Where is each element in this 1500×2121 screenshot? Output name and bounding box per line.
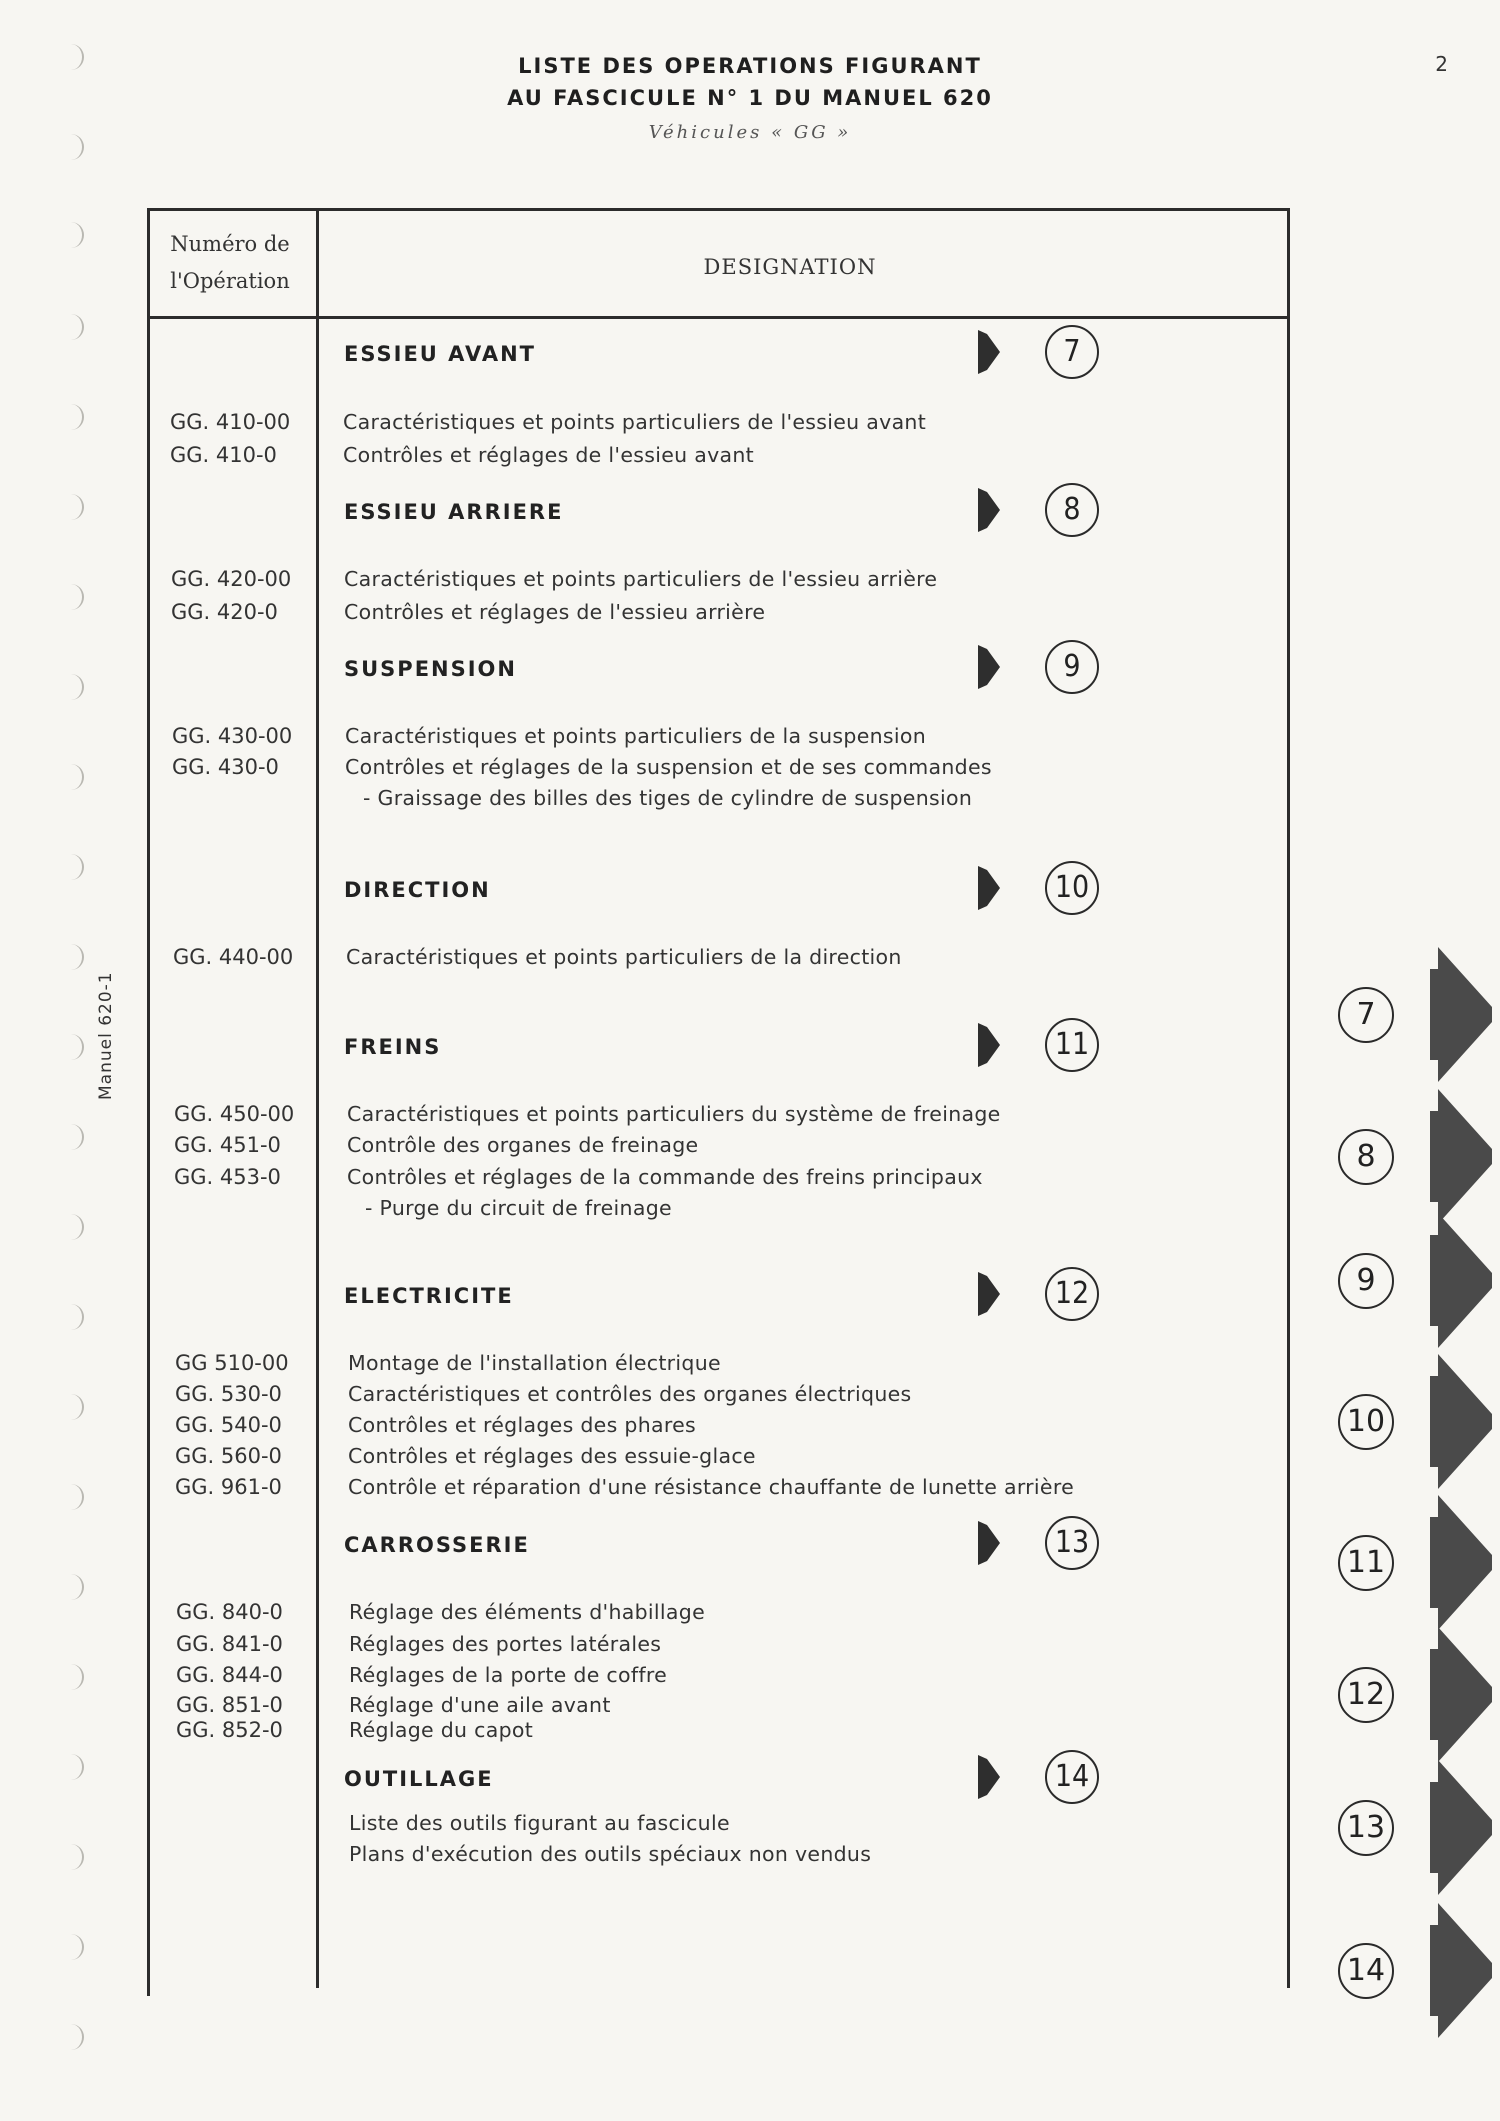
column-header-operation-number	[150, 226, 310, 300]
section-title: CARROSSERIE	[344, 1533, 530, 1557]
side-tab-number[interactable]: 11	[1338, 1535, 1394, 1591]
binder-hole-mark	[66, 1304, 84, 1330]
column-header-designation: DESIGNATION	[703, 255, 877, 279]
section-title: ESSIEU ARRIERE	[344, 500, 564, 524]
page-number: 2	[1435, 52, 1448, 76]
operation-number: GG. 852-0	[176, 1718, 283, 1742]
operation-designation: - Graissage des billes des tiges de cylindre de suspension	[363, 786, 973, 810]
operation-number: GG 510-00	[175, 1351, 289, 1375]
operation-number: GG. 961-0	[175, 1475, 282, 1499]
column-header-line-1: Numéro de	[170, 232, 290, 256]
operation-designation: Contrôles et réglages des essuie-glace	[348, 1444, 756, 1468]
operation-designation: Réglage des éléments d'habillage	[349, 1600, 705, 1624]
section-tab-number: 9	[1045, 640, 1099, 694]
section-title: ELECTRICITE	[344, 1284, 514, 1308]
binder-hole-mark	[66, 222, 84, 248]
section-arrow-icon	[978, 866, 1000, 910]
operation-number: GG. 453-0	[174, 1165, 281, 1189]
operation-designation: Contrôle et réparation d'une résistance chauffante de lunette arrière	[348, 1475, 1075, 1499]
operation-designation: Contrôles et réglages de l'essieu arrière	[344, 600, 766, 624]
operation-designation: Caractéristiques et points particuliers de la direction	[346, 945, 902, 969]
section-title: ESSIEU AVANT	[344, 342, 536, 366]
binder-hole-mark	[66, 1394, 84, 1420]
side-tab-number[interactable]: 14	[1338, 1943, 1394, 1999]
section-tab-number: 14	[1045, 1750, 1099, 1804]
section-arrow-icon	[978, 645, 1000, 689]
binder-hole-mark	[66, 1934, 84, 1960]
operation-number: GG. 410-0	[170, 443, 277, 467]
binder-hole-mark	[66, 1034, 84, 1060]
operation-number: GG. 840-0	[176, 1600, 283, 1624]
section-tab-number: 7	[1045, 325, 1099, 379]
section-arrow-icon	[978, 330, 1000, 374]
side-tab-number[interactable]: 7	[1338, 987, 1394, 1043]
table-right-border	[1287, 208, 1290, 1988]
operation-designation: Contrôles et réglages de la commande des freins principaux	[347, 1165, 983, 1189]
operation-designation: Réglage du capot	[349, 1718, 534, 1742]
section-arrow-icon	[978, 1521, 1000, 1565]
side-tab-arrow-icon[interactable]	[1430, 1213, 1495, 1348]
section-tab-number: 11	[1045, 1018, 1099, 1072]
operation-designation: Liste des outils figurant au fascicule	[349, 1811, 730, 1835]
operation-number: GG. 540-0	[175, 1413, 282, 1437]
operation-designation: Caractéristiques et contrôles des organes électriques	[348, 1382, 912, 1406]
page-title-line-1: LISTE DES OPERATIONS FIGURANT	[518, 54, 982, 78]
operation-number: GG. 844-0	[176, 1663, 283, 1687]
section-arrow-icon	[978, 1023, 1000, 1067]
binder-hole-mark	[66, 2024, 84, 2050]
section-arrow-icon	[978, 1272, 1000, 1316]
manual-side-label: Manuel 620-1	[96, 971, 116, 1100]
side-tab-number[interactable]: 10	[1338, 1394, 1394, 1450]
binder-hole-mark	[66, 1844, 84, 1870]
binder-hole-mark	[66, 944, 84, 970]
operation-number: GG. 560-0	[175, 1444, 282, 1468]
binder-hole-mark	[66, 584, 84, 610]
operation-number: GG. 420-00	[171, 567, 292, 591]
section-title: OUTILLAGE	[344, 1767, 494, 1791]
operation-number: GG. 851-0	[176, 1693, 283, 1717]
binder-hole-mark	[66, 854, 84, 880]
section-title: FREINS	[344, 1035, 442, 1059]
operation-number: GG. 450-00	[174, 1102, 295, 1126]
operation-designation: Caractéristiques et points particuliers de la suspension	[345, 724, 927, 748]
side-tab-arrow-icon[interactable]	[1430, 1627, 1495, 1762]
side-tab-arrow-icon[interactable]	[1430, 1354, 1495, 1489]
table-column-divider	[316, 208, 319, 1988]
page-title-line-2: AU FASCICULE N° 1 DU MANUEL 620	[507, 86, 993, 110]
operation-designation: Réglage d'une aile avant	[349, 1693, 611, 1717]
table-left-border	[147, 208, 150, 1996]
operation-designation: Contrôles et réglages de la suspension et de ses commandes	[345, 755, 992, 779]
operation-number: GG. 430-0	[172, 755, 279, 779]
operation-number: GG. 430-00	[172, 724, 293, 748]
binder-hole-mark	[66, 1664, 84, 1690]
section-title: SUSPENSION	[344, 657, 517, 681]
section-tab-number: 12	[1045, 1267, 1099, 1321]
section-arrow-icon	[978, 1755, 1000, 1799]
operation-designation: Réglages des portes latérales	[349, 1632, 662, 1656]
binder-hole-mark	[66, 1484, 84, 1510]
operation-designation: - Purge du circuit de freinage	[365, 1196, 672, 1220]
side-tab-arrow-icon[interactable]	[1430, 1760, 1495, 1895]
binder-hole-mark	[66, 1754, 84, 1780]
side-tab-number[interactable]: 9	[1338, 1253, 1394, 1309]
operation-designation: Contrôle des organes de freinage	[347, 1133, 699, 1157]
operation-number: GG. 410-00	[170, 410, 291, 434]
section-tab-number: 13	[1045, 1516, 1099, 1570]
column-header-line-2: l'Opération	[170, 269, 290, 293]
side-tab-arrow-icon[interactable]	[1430, 1089, 1495, 1224]
side-tab-arrow-icon[interactable]	[1430, 1903, 1495, 2038]
operation-designation: Réglages de la porte de coffre	[349, 1663, 668, 1687]
operation-designation: Plans d'exécution des outils spéciaux non vendus	[349, 1842, 872, 1866]
section-arrow-icon	[978, 488, 1000, 532]
binder-hole-mark	[66, 1574, 84, 1600]
side-tab-arrow-icon[interactable]	[1430, 947, 1495, 1082]
page-subtitle: Véhicules « GG »	[648, 122, 852, 143]
operation-designation: Montage de l'installation électrique	[348, 1351, 721, 1375]
operation-designation: Caractéristiques et points particuliers de l'essieu avant	[343, 410, 927, 434]
binder-hole-mark	[66, 1124, 84, 1150]
binder-hole-mark	[66, 674, 84, 700]
binder-hole-mark	[66, 314, 84, 340]
operation-number: GG. 440-00	[173, 945, 294, 969]
operation-designation: Caractéristiques et points particuliers de l'essieu arrière	[344, 567, 938, 591]
section-tab-number: 8	[1045, 483, 1099, 537]
operation-number: GG. 841-0	[176, 1632, 283, 1656]
side-tab-number[interactable]: 12	[1338, 1667, 1394, 1723]
side-tab-number[interactable]: 8	[1338, 1129, 1394, 1185]
operation-number: GG. 420-0	[171, 600, 278, 624]
section-title: DIRECTION	[344, 878, 491, 902]
binder-hole-mark	[66, 764, 84, 790]
operation-designation: Contrôles et réglages de l'essieu avant	[343, 443, 755, 467]
binder-hole-mark	[66, 404, 84, 430]
section-tab-number: 10	[1045, 861, 1099, 915]
operation-designation: Contrôles et réglages des phares	[348, 1413, 697, 1437]
operation-number: GG. 530-0	[175, 1382, 282, 1406]
operation-number: GG. 451-0	[174, 1133, 281, 1157]
side-tab-number[interactable]: 13	[1338, 1800, 1394, 1856]
binder-hole-mark	[66, 1214, 84, 1240]
side-tab-arrow-icon[interactable]	[1430, 1495, 1495, 1630]
binder-hole-mark	[66, 494, 84, 520]
operation-designation: Caractéristiques et points particuliers du système de freinage	[347, 1102, 1001, 1126]
